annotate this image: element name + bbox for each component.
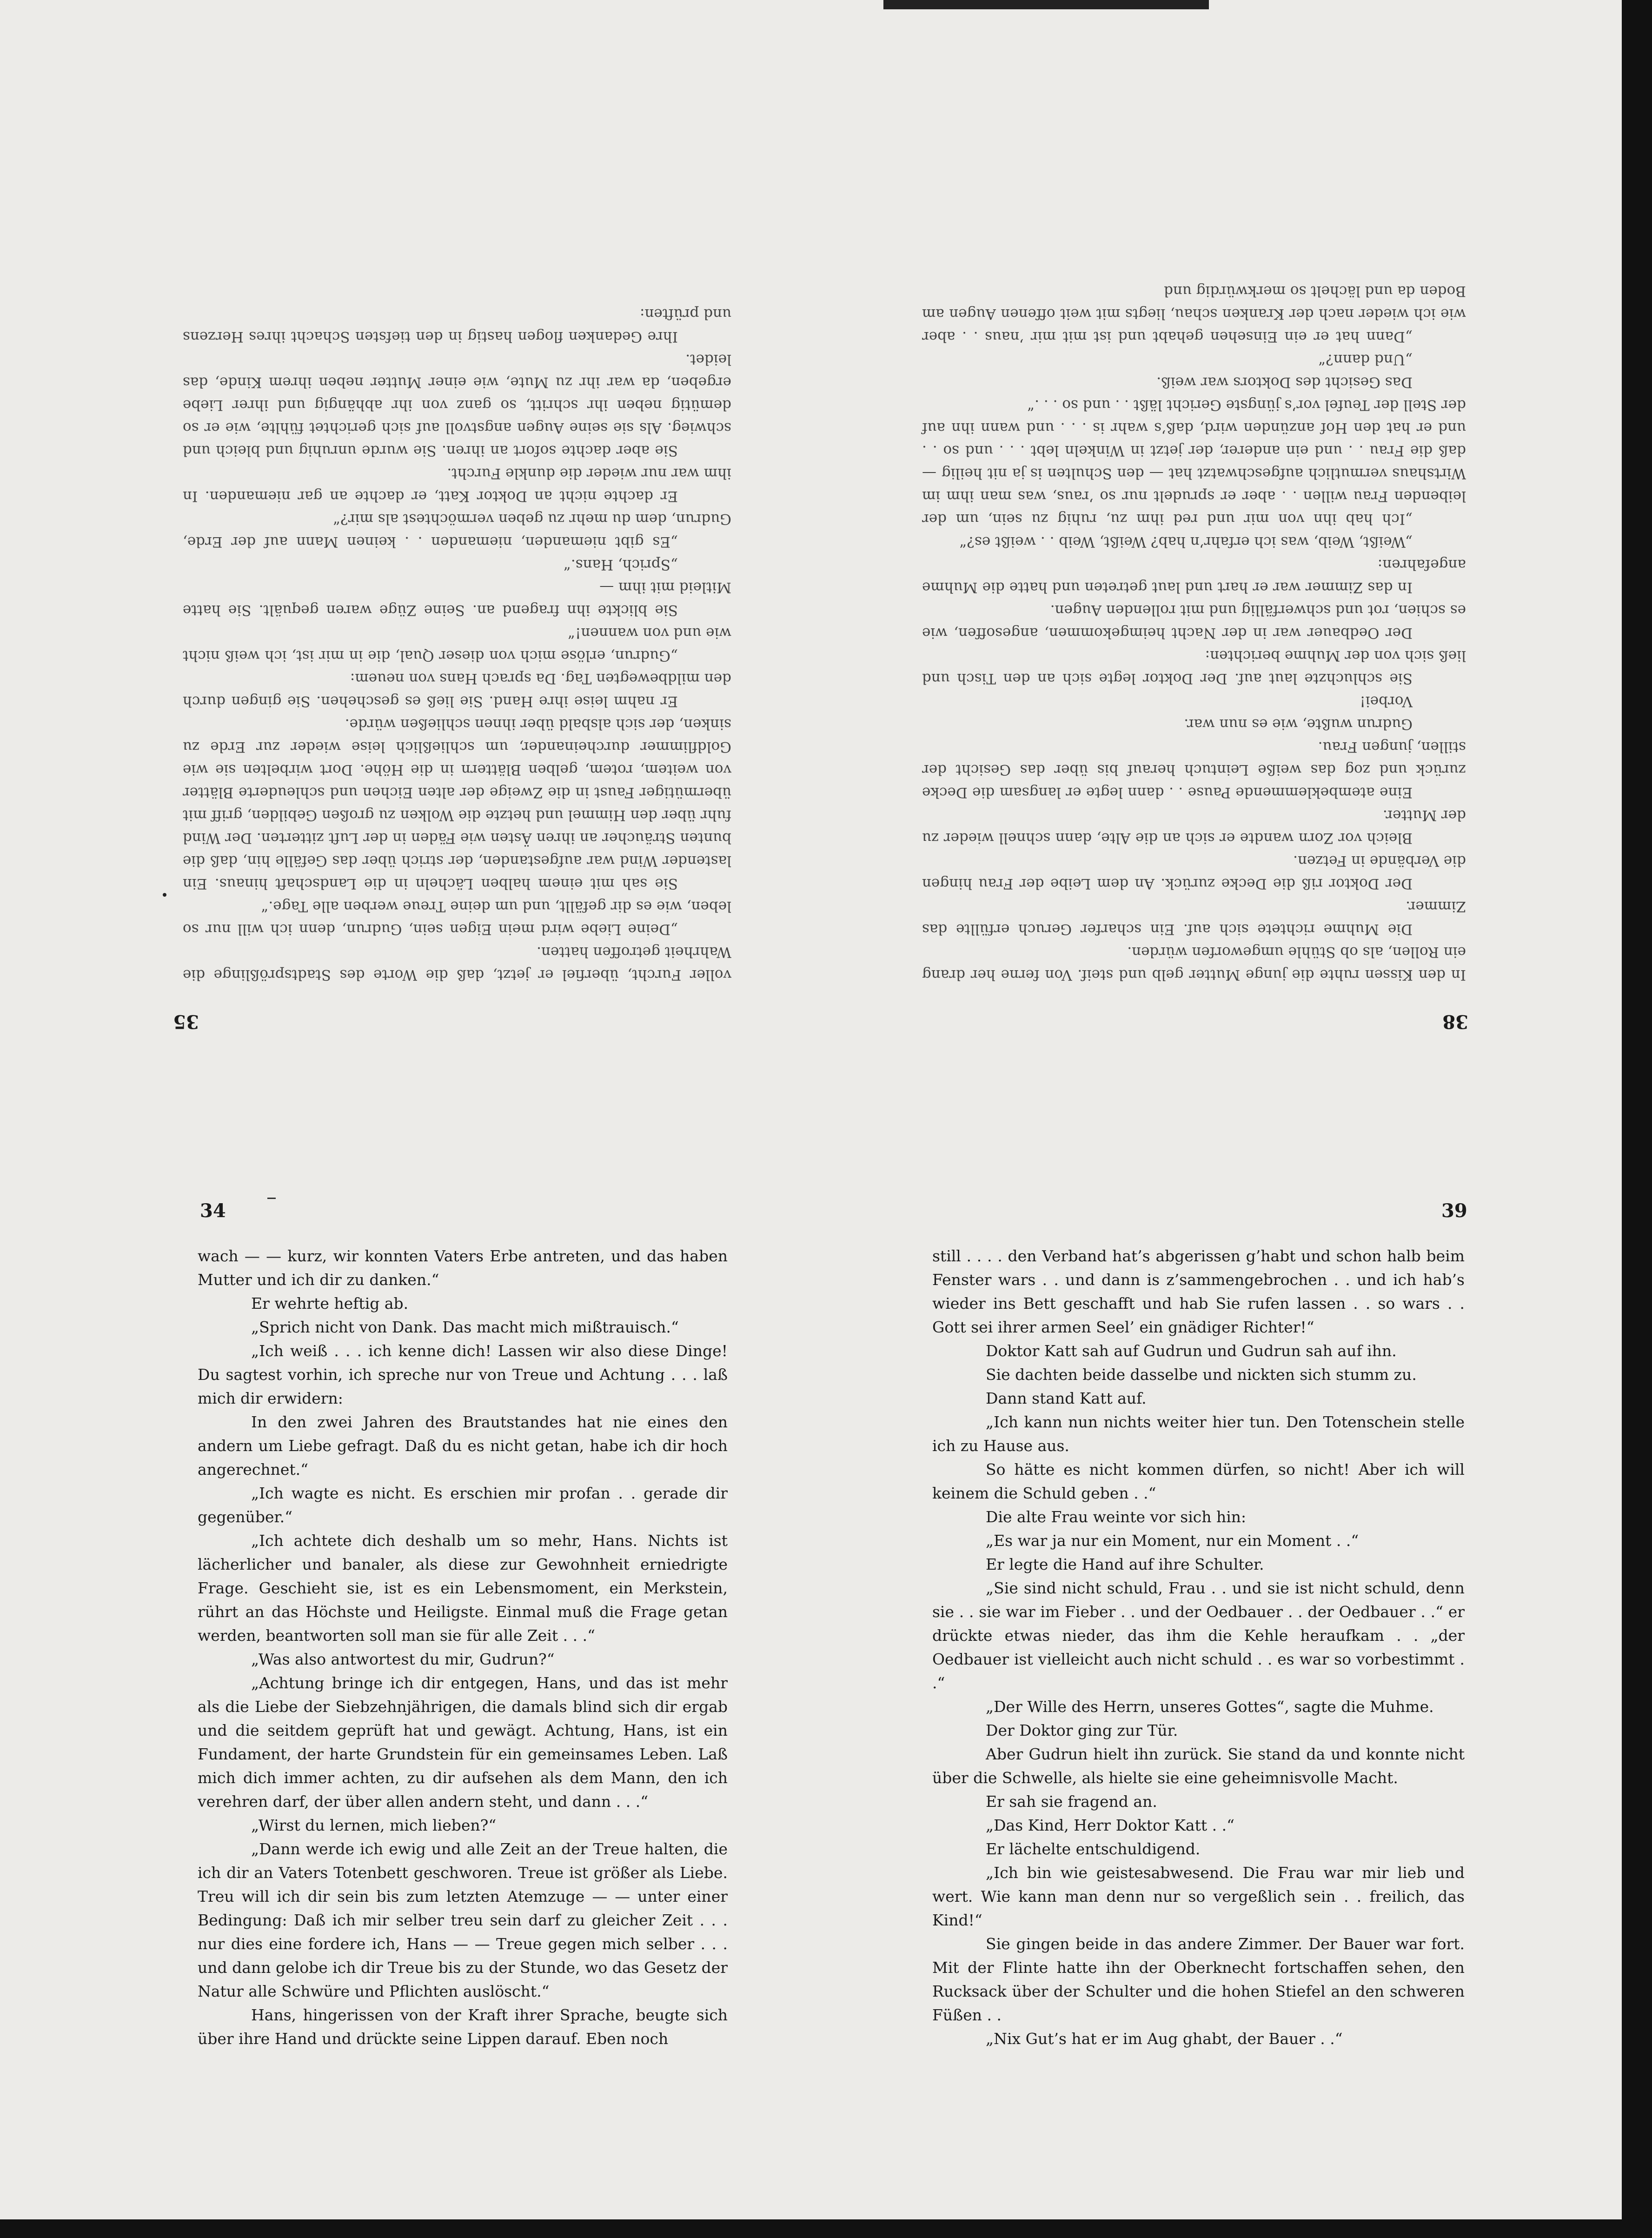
paragraph: Die alte Frau weinte vor sich hin: bbox=[986, 1508, 1247, 1526]
paragraph: In den Kissen ruhte die junge Mutter gelb und steif. Von ferne her drang ein Rollen, als ob Stühle umgeworfen würden. bbox=[922, 944, 1466, 983]
paragraph: „Ich kann nun nichts weiter hier tun. Den Totenschein stelle ich zu Hause aus. bbox=[932, 1413, 1465, 1455]
text-column-page-38 bbox=[922, 280, 1466, 986]
page-number-39: 39 bbox=[1441, 1200, 1467, 1222]
paragraph: „Achtung bringe ich dir entgegen, Hans, und das ist mehr als die Liebe der Siebzehnjährigen, die damals blind sich dir ergab und die seitdem geprüft hat und gewägt. Achtung, Hans, ist ein Fundament, der harte Grundstein für ein gemeinsames Leben. Laß mich dich immer achten, zu dir aufsehen als dem Mann, den ich verehren darf, der über allen andern steht, und dann . . .“ bbox=[198, 1674, 728, 1811]
paragraph: Er dachte nicht an Doktor Katt, er dachte an gar niemanden. In ihm war nur wieder die dunkle Furcht. bbox=[183, 465, 731, 505]
upper-page-spread-upside-down bbox=[0, 0, 1652, 1079]
paragraph: Gudrun wußte, wie es nun war. bbox=[1184, 716, 1413, 733]
paragraph: „Wirst du lernen, mich lieben?“ bbox=[251, 1816, 497, 1834]
paragraph: „Sprich nicht von Dank. Das macht mich mißtrauisch.“ bbox=[251, 1318, 679, 1336]
paragraph: „Sprich, Hans.“ bbox=[563, 556, 678, 573]
paragraph: „Weißt, Weib, was ich erfahr’n hab? Weißt, Weib . . weißt es?“ bbox=[959, 533, 1413, 550]
text-column-page-34 bbox=[198, 1244, 728, 2051]
paragraph: Eine atembeklemmende Pause . . dann legte er langsam die Decke zurück und zog das weiße Leintuch herauf bis über das Gesicht der stillen, jungen Frau. bbox=[922, 739, 1466, 801]
paragraph: Er lächelte entschuldigend. bbox=[986, 1840, 1201, 1858]
paragraph: „Sie sind nicht schuld, Frau . . und sie ist nicht schuld, denn sie . . sie war im Fieber . . und der Oedbauer . . der Oedbauer . .“ er drückte etwas nieder, das ihm die Kehle heraufkam . . „der Oedbauer ist vielleicht auch nicht schuld . . es war so vorbestimmt . .“ bbox=[932, 1579, 1465, 1692]
paragraph: Er legte die Hand auf ihre Schulter. bbox=[986, 1555, 1264, 1573]
paragraph: Aber Gudrun hielt ihn zurück. Sie stand da und konnte nicht über die Schwelle, als hielte sie eine geheimnisvolle Macht. bbox=[932, 1745, 1465, 1787]
paragraph: Er wehrte heftig ab. bbox=[251, 1294, 409, 1312]
header-dash bbox=[267, 1198, 276, 1199]
paragraph: „Was also antwortest du mir, Gudrun?“ bbox=[251, 1650, 555, 1668]
paragraph: In das Zimmer war er hart und laut getreten und hatte die Muhme angefahren: bbox=[922, 556, 1466, 596]
paragraph: Doktor Katt sah auf Gudrun und Gudrun sah auf ihn. bbox=[986, 1342, 1397, 1360]
text-column-page-35 bbox=[183, 302, 731, 986]
paragraph: Die Muhme richtete sich auf. Ein scharfer Geruch erfüllte das Zimmer. bbox=[922, 898, 1466, 938]
paragraph: Ihre Gedanken flogen hastig in den tiefsten Schacht ihres Herzens und prüften: bbox=[183, 306, 731, 345]
paragraph: Der Oedbauer war in der Nacht heimgekommen, angesoffen, wie es schien, rot und schwerfällig und mit rollenden Augen. bbox=[922, 602, 1466, 641]
paragraph: „Es war ja nur ein Moment, nur ein Moment . .“ bbox=[986, 1532, 1359, 1550]
paragraph: „Dann hat er ein Einsehen gehabt und ist mit mir ’naus . . aber wie ich wieder nach der Kranken schau, liegts mit weit offenen Augen am Boden da und lächelt so merkwürdig und bbox=[922, 283, 1466, 345]
paragraph: „Und dann?“ bbox=[1318, 351, 1413, 368]
paragraph: „Nix Gut’s hat er im Aug ghabt, der Bauer . .“ bbox=[986, 2030, 1343, 2048]
paragraph: Der Doktor riß die Decke zurück. An dem Leibe der Frau hingen die Verbände in Fetzen. bbox=[922, 853, 1466, 892]
paragraph: Sie aber dachte sofort an ihren. Sie wurde unruhig und bleich und schwieg. Als sie seine Augen angstvoll auf sich gerichtet fühlte, wie er so demütig neben ihr schritt, so ganz von ihr abhängig und ihrer Liebe ergeben, da war ihr zu Mute, wie einer Mutter neben ihrem Kinde, das leidet. bbox=[183, 351, 731, 459]
paragraph: „Ich weiß . . . ich kenne dich! Lassen wir also diese Dinge! Du sagtest vorhin, ich spreche nur von Treue und Achtung . . . laß mich dir erwidern: bbox=[198, 1342, 728, 1407]
paragraph: Er sah sie fragend an. bbox=[986, 1792, 1157, 1811]
page-number-34: 34 bbox=[200, 1200, 226, 1222]
paragraph: In den zwei Jahren des Brautstandes hat nie eines den andern um Liebe gefragt. Daß du es nicht getan, habe ich dir hoch angerechnet.“ bbox=[198, 1413, 728, 1479]
paragraph: So hätte es nicht kommen dürfen, so nicht! Aber ich will keinem die Schuld geben . .“ bbox=[932, 1460, 1465, 1502]
paragraph: „Ich bin wie geistesabwesend. Die Frau war mir lieb und wert. Wie kann man denn nur so vergeßlich sein . . freilich, das Kind!“ bbox=[932, 1864, 1465, 1929]
paragraph: Bleich vor Zorn wandte er sich an die Alte, dann schnell wieder zu der Mutter. bbox=[922, 807, 1466, 846]
scan-border-bottom bbox=[0, 2219, 1652, 2238]
paragraph: voller Furcht, überfiel er jetzt, daß die Worte des Stadtsprößlinge die Wahrheit getroffen hatten. bbox=[183, 944, 731, 983]
paragraph: Sie schluchzte laut auf. Der Doktor legte sich an den Tisch und ließ sich von der Muhme berichten: bbox=[922, 647, 1466, 687]
paragraph: „Ich hab ihn von mir und red ihm zu, ruhig zu sein, um der leibenden Frau willen . . aber er sprudelt nur so ’raus, was man ihm im Wirtshaus vermutlich aufgeschwatzt hat — den Schulten is ja nit heilig — daß die Frau . . und ein anderer, der jetzt in Winkeln lebt . . . und so . . und er hat den Hof anzünden wird, daß’s wahr is . . . und wann ihn auf der Stell der Teufel vor’s jüngste Gericht läßt . . und so . . .“ bbox=[922, 397, 1466, 527]
paragraph: wach — — kurz, wir konnten Vaters Erbe antreten, und das haben Mutter und ich dir zu danken.“ bbox=[198, 1247, 728, 1289]
paragraph: „Gudrun, erlöse mich von dieser Qual, die in mir ist, ich weiß nicht wie und von wannen!“ bbox=[183, 625, 731, 664]
paragraph: Vorbei! bbox=[1360, 693, 1413, 710]
paragraph: „Es gibt niemanden, niemanden . . keinen Mann auf der Erde, Gudrun, dem du mehr zu geben vermöchtest als mir?“ bbox=[183, 511, 731, 550]
paragraph: „Dann werde ich ewig und alle Zeit an der Treue halten, die ich dir an Vaters Totenbett geschworen. Treue ist größer als Liebe. Treu will ich dir sein bis zum letzten Atemzuge — — unter einer Bedingung: Daß ich mir selber treu sein darf zu gleicher Zeit . . . nur dies eine fordere ich, Hans — — Treue gegen mich selber . . . und dann gelobe ich dir Treue bis zu der Stunde, wo das Gesetz der Natur alle Schwüre und Pflichten auslöscht.“ bbox=[198, 1840, 728, 2000]
paragraph: „Ich wagte es nicht. Es erschien mir profan . . gerade dir gegenüber.“ bbox=[198, 1484, 728, 1526]
paragraph: „Deine Liebe wird mein Eigen sein, Gudrun, denn ich will nur so leben, wie es dir gefällt, und um deine Treue werben alle Tage.“ bbox=[183, 898, 731, 938]
text-column-page-39 bbox=[932, 1244, 1465, 2051]
paragraph: Dann stand Katt auf. bbox=[986, 1389, 1147, 1407]
page-number-38: 38 bbox=[1442, 1011, 1468, 1032]
paragraph: Sie sah mit einem halben Lächeln in die Landschaft hinaus. Ein lastender Wind war aufgestanden, der strich über das Gefälle hin, daß die bunten Sträucher an ihren Ästen wie Fäden in der Luft zitterten. Der Wind fuhr über den Himmel und hetzte die Wolken zu großen Gebilden, griff mit übermütiger Faust in die Zweige der alten Eichen und schleuderte Blätter von weitem, rotem, gelben Blättern in die Höhe. Dort wirbelten sie wie Goldflimmer durcheinander, um schließlich leise wieder zur Erde zu sinken, der sich alsbald über ihnen schließen würde. bbox=[183, 716, 731, 892]
paragraph: Der Doktor ging zur Tür. bbox=[986, 1721, 1178, 1739]
paragraph: „Der Wille des Herrn, unseres Gottes“, sagte die Muhme. bbox=[986, 1698, 1434, 1716]
page-number-35: 35 bbox=[173, 1011, 199, 1032]
paragraph: Sie gingen beide in das andere Zimmer. Der Bauer war fort. Mit der Flinte hatte ihn der Oberknecht fortschaffen sehen, den Rucksack über der Schulter und die hohen Stiefel an den schweren Füßen . . bbox=[932, 1935, 1465, 2024]
paragraph: still . . . . den Verband hat’s abgerissen g’habt und schon halb beim Fenster wars . . und dann is z’sammengebrochen . . und ich hab’s wieder ins Bett geschafft und hab Sie rufen lassen . . so wars . . Gott sei ihrer armen Seel’ ein gnädiger Richter!“ bbox=[932, 1247, 1465, 1336]
paragraph: Das Gesicht des Doktors war weiß. bbox=[1156, 374, 1413, 391]
paragraph: Hans, hingerissen von der Kraft ihrer Sprache, beugte sich über ihre Hand und drückte seine Lippen darauf. Eben noch bbox=[198, 2006, 728, 2048]
paragraph: Sie blickte ihn fragend an. Seine Züge waren gequält. Sie hatte Mitleid mit ihm — bbox=[183, 579, 731, 619]
paragraph: „Das Kind, Herr Doktor Katt . .“ bbox=[986, 1816, 1234, 1834]
paragraph: „Ich achtete dich deshalb um so mehr, Hans. Nichts ist lächerlicher und banaler, als diese zur Gewohnheit erniedrigte Frage. Geschieht sie, ist es ein Lebensmoment, ein Merkstein, rührt an das Höchste und Heiligste. Einmal muß die Frage getan werden, beantworten soll man sie für alle Zeit . . .“ bbox=[198, 1532, 728, 1645]
paragraph: Er nahm leise ihre Hand. Sie ließ es geschehen. Sie gingen durch den mildbewegten Tag. Da sprach Hans von neuem: bbox=[183, 670, 731, 710]
paragraph: Sie dachten beide dasselbe und nickten sich stumm zu. bbox=[986, 1365, 1417, 1384]
